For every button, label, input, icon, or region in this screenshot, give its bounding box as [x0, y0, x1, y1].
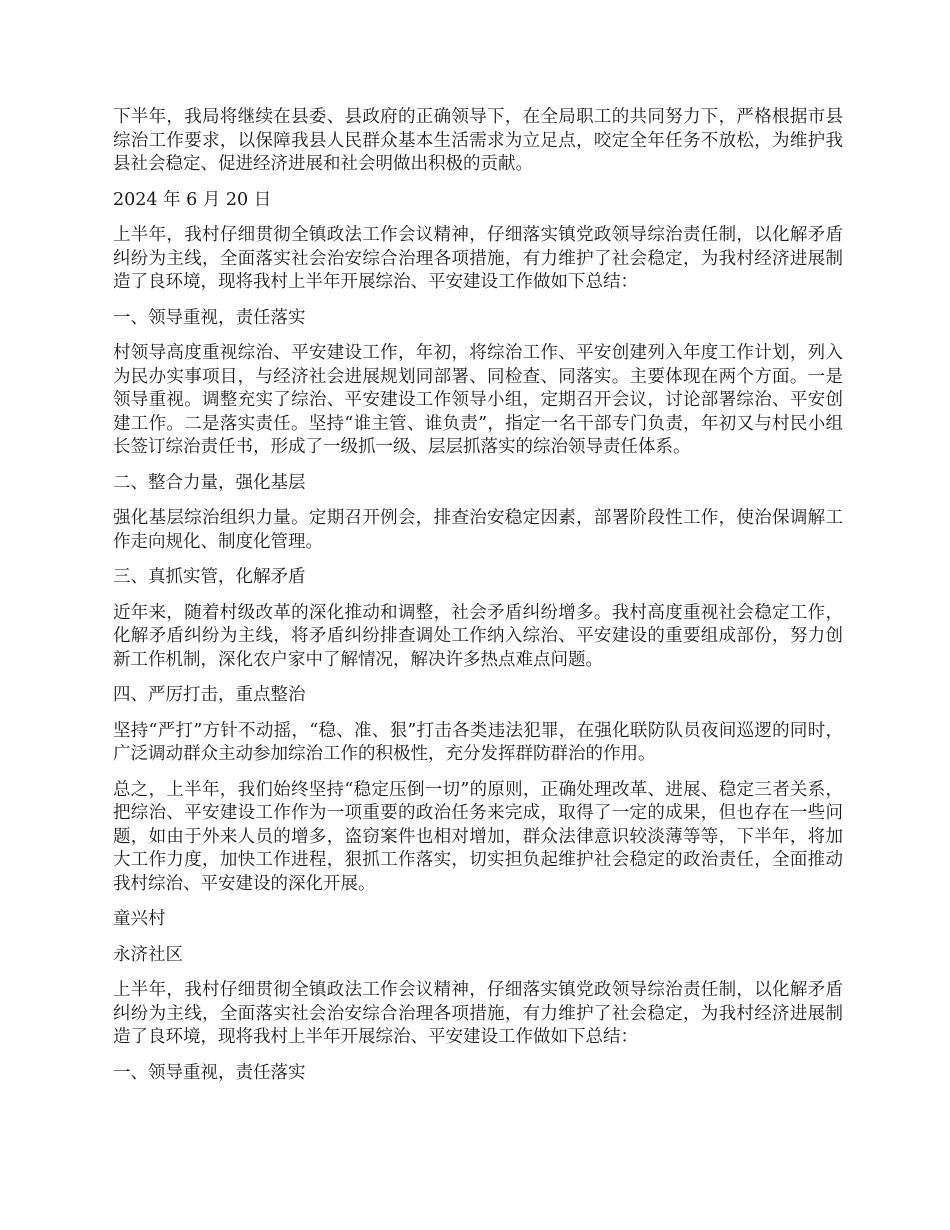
community-name: 永济社区 [113, 944, 183, 965]
date-line: 2024 年 6 月 20 日 [113, 189, 272, 210]
paragraph-second-half-plan: 下半年，我局将继续在县委、县政府的正确领导下，在全局职工的共同努力下，严格根据市县综治工作要求，以保障我县人民群众基本生活需求为立足点，咬定全年任务不放松，为维护我县社会稳定、促进经济进展和社会明做出积极的贡献。 [113, 107, 843, 174]
paragraph-intro-repeat: 上半年，我村仔细贯彻全镇政法工作会议精神，仔细落实镇党政领导综治责任制，以化解矛盾纠纷为主线，全面落实社会治安综合治理各项措施，有力维护了社会稳定，为我村经济进展制造了良环境，现将我村上半年开展综治、平安建设工作做如下总结： [113, 980, 843, 1047]
paragraph-disputes: 近年来，随着村级改革的深化推动和调整，社会矛盾纠纷增多。我村高度重视社会稳定工作，化解矛盾纠纷为主线，将矛盾纠纷排查调处工作纳入综治、平安建设的重要组成部份，努力创新工作机制，深化农户家中了解情况，解决许多热点难点问题。 [113, 602, 843, 670]
section-heading-4: 四、严厉打击，重点整治 [113, 685, 306, 705]
village-name: 童兴村 [113, 909, 166, 929]
section-heading-1-repeat: 一、领导重视，责任落实 [113, 1062, 306, 1083]
paragraph-leadership: 村领导高度重视综治、平安建设工作，年初，将综治工作、平安创建列入年度工作计划，列入为民办实事项目，与经济社会进展规划同部署、同检查、同落实。主要体现在两个方面。一是领导重视。调整充实了综治、平安建设工作领导小组，定期召开会议，讨论部署综治、平安创建工作。二是落实责任。坚持“谁主管、谁负责”，指定一名干部专门负责，年初又与村民小组长签订综治责任书，形成了一级抓一级、层层抓落实的综治领导责任体系。 [113, 343, 843, 457]
paragraph-crackdown: 坚持“严打”方针不动摇，“稳、准、狠”打击各类违法犯罪，在强化联防队员夜间巡逻的同时，广泛调动群众主动参加综治工作的积极性，充分发挥群防群治的作用。 [113, 720, 843, 764]
paragraph-summary: 总之，上半年，我们始终坚持“稳定压倒一切”的原则，正确处理改革、进展、稳定三者关系，把综治、平安建设工作作为一项重要的政治任务来完成，取得了一定的成果，但也存在一些问题，如由于外来人员的增多，盗窃案件也相对增加，群众法律意识较淡薄等等，下半年，将加大工作力度，加快工作进程，狠抓工作落实，切实担负起维护社会稳定的政治责任，全面推动我村综治、平安建设的深化开展。 [113, 779, 843, 894]
paragraph-grassroots: 强化基层综治组织力量。定期召开例会，排查治安稳定因素，部署阶段性工作，使治保调解工作走向规化、制度化管理。 [113, 508, 843, 552]
section-heading-3: 三、真抓实管，化解矛盾 [113, 567, 306, 587]
section-heading-2: 二、整合力量，强化基层 [113, 472, 306, 493]
section-heading-1: 一、领导重视，责任落实 [113, 307, 306, 328]
document-page [113, 106, 843, 1097]
paragraph-intro: 上半年，我村仔细贯彻全镇政法工作会议精神，仔细落实镇党政领导综治责任制，以化解矛盾纠纷为主线，全面落实社会治安综合治理各项措施，有力维护了社会稳定，为我村经济进展制造了良环境，现将我村上半年开展综治、平安建设工作做如下总结： [113, 225, 843, 292]
